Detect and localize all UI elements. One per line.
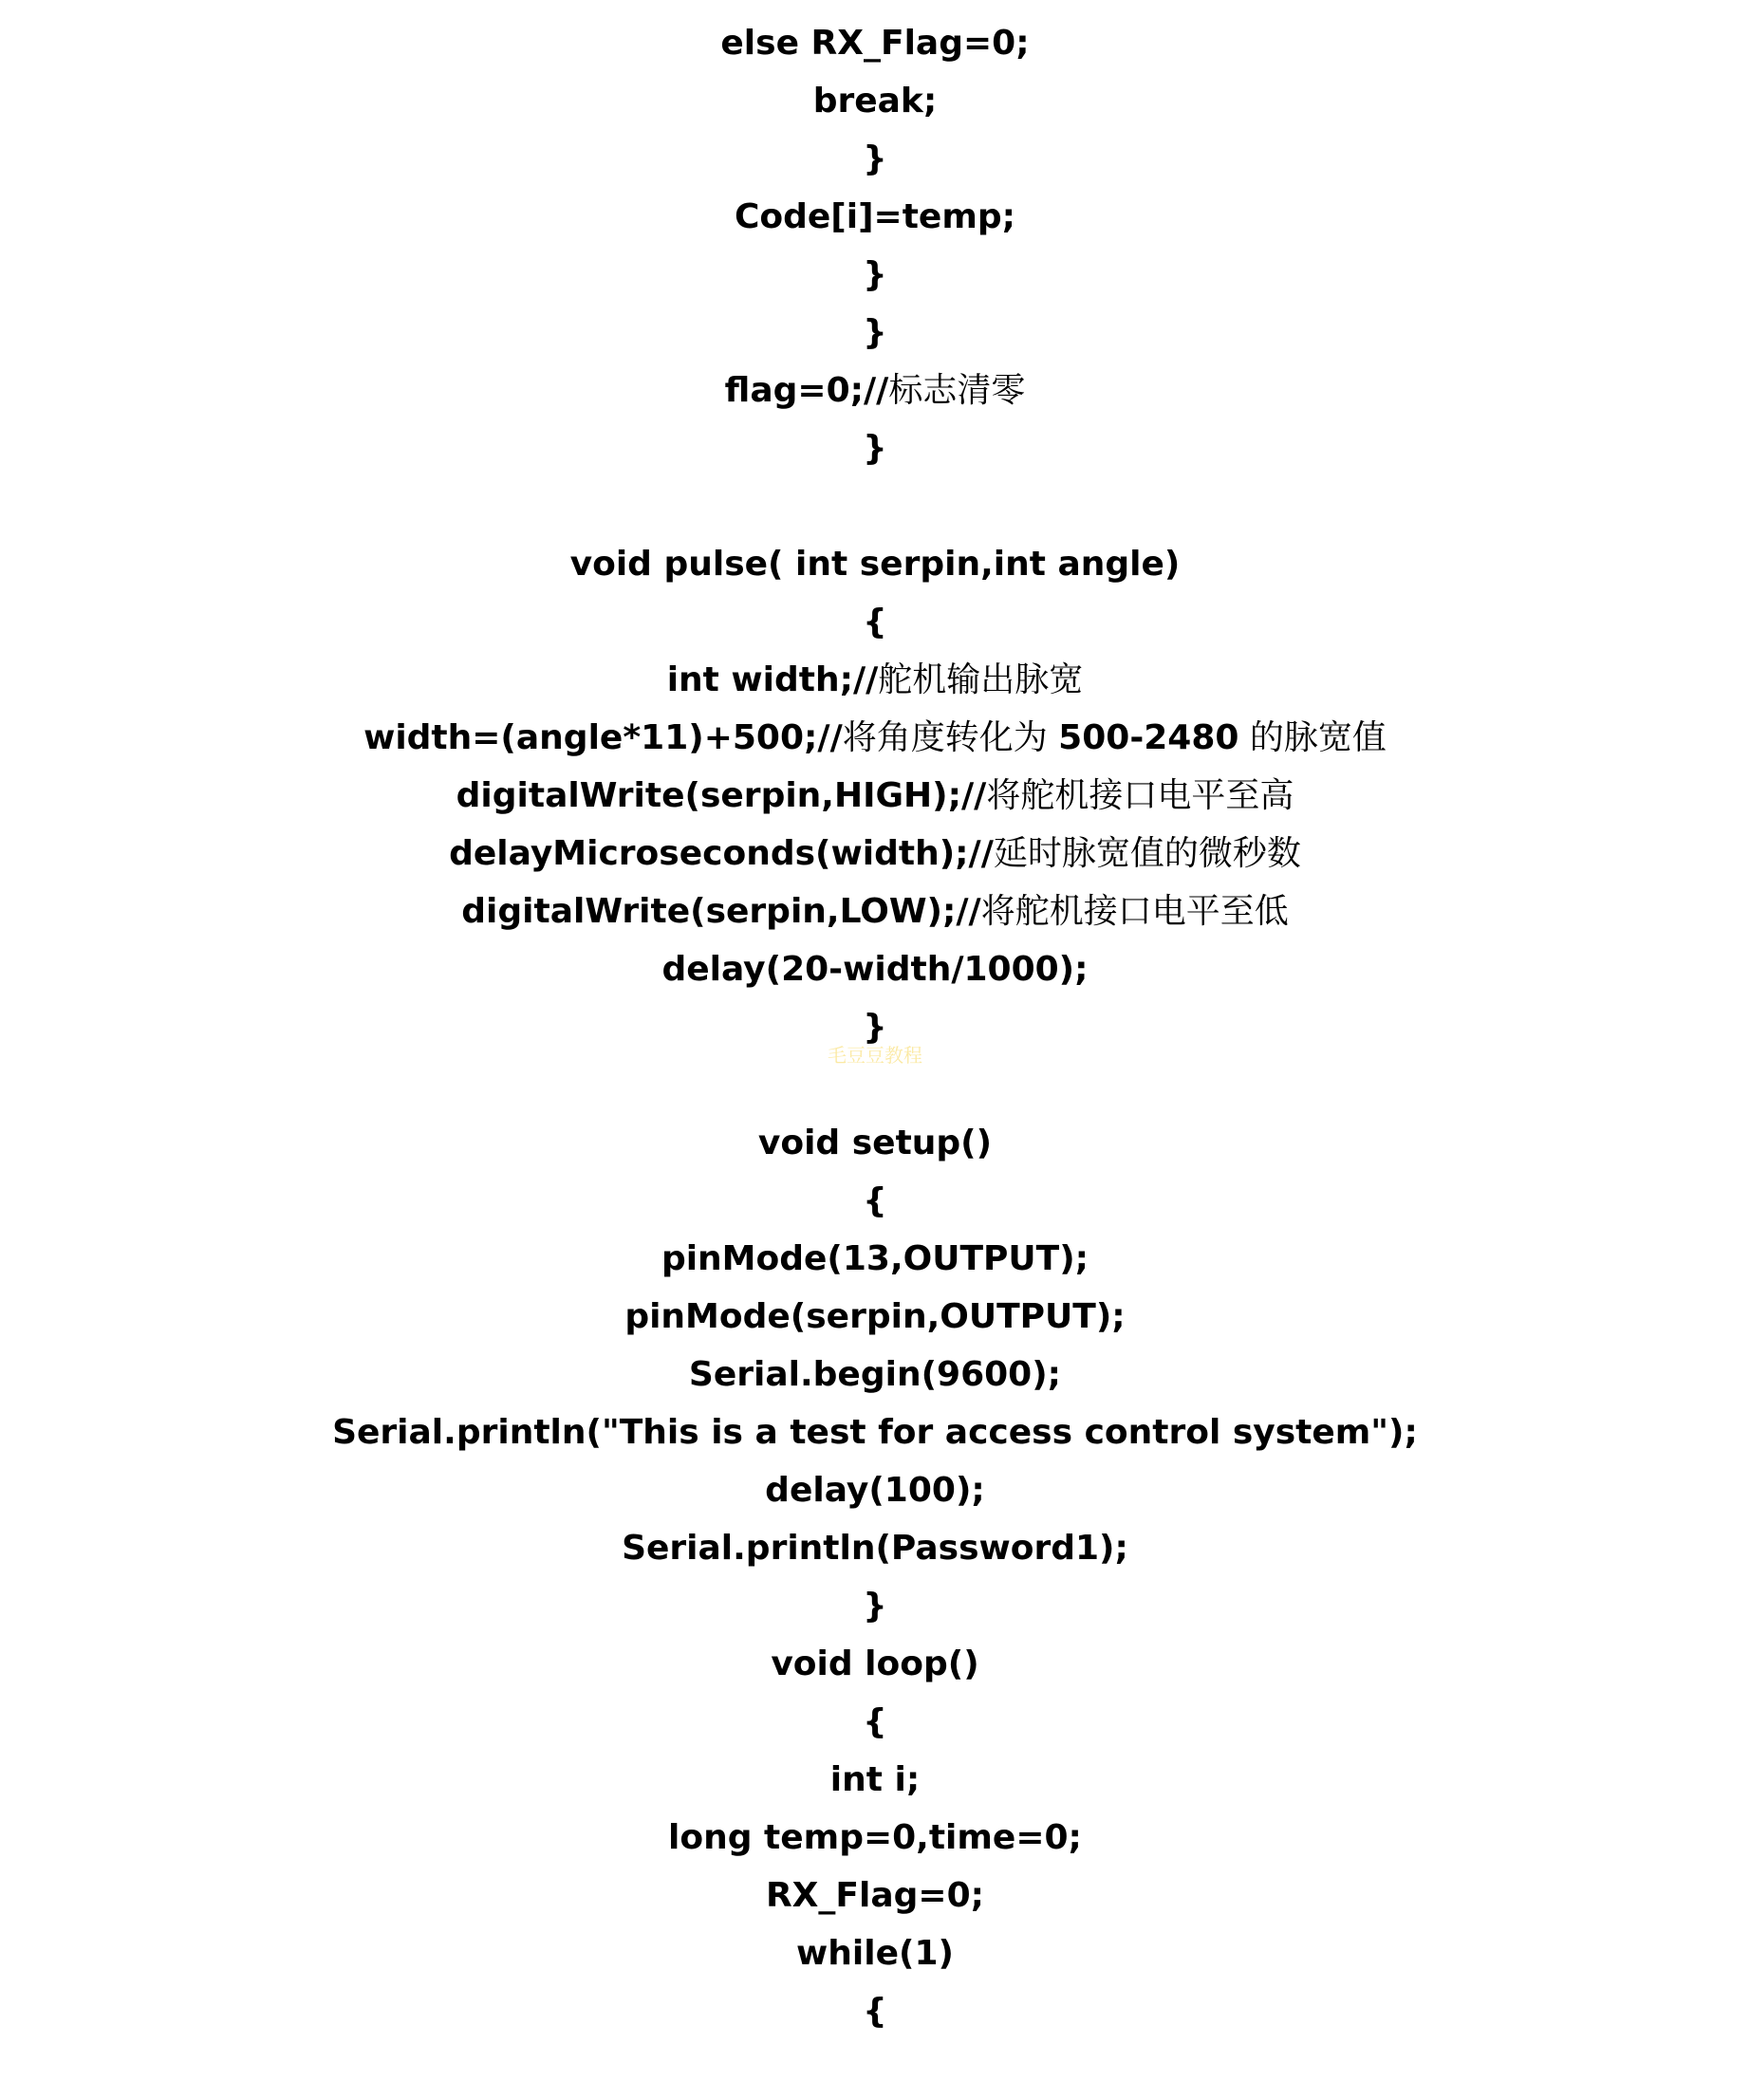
code-text: digitalWrite(serpin,LOW);//	[461, 892, 981, 931]
code-text: }	[863, 255, 887, 294]
code-comment: 将角度转化为	[842, 718, 1059, 757]
code-text: {	[863, 1702, 887, 1741]
code-line	[0, 775, 1750, 817]
code-line	[0, 254, 1750, 296]
code-line	[0, 1933, 1750, 1975]
code-text: while(1)	[796, 1934, 954, 1973]
code-text: 500-2480	[1058, 718, 1239, 757]
code-comment: 舵机输出脉宽	[878, 660, 1084, 699]
code-text: }	[863, 139, 887, 178]
code-line	[0, 1817, 1750, 1859]
code-line	[0, 81, 1750, 122]
code-text: RX_Flag=0;	[765, 1876, 985, 1915]
code-text: Serial.println("This is a test for access control system");	[332, 1413, 1418, 1452]
code-line	[0, 833, 1750, 875]
code-text: int width;//	[666, 660, 879, 699]
code-text: pinMode(serpin,OUTPUT);	[624, 1297, 1126, 1336]
code-line	[0, 717, 1750, 759]
code-text: void loop()	[771, 1645, 979, 1683]
code-line	[0, 1123, 1750, 1164]
code-text: }	[863, 313, 887, 352]
code-text: long temp=0,time=0;	[668, 1818, 1082, 1857]
code-line	[0, 1991, 1750, 2033]
code-text: void pulse( int serpin,int angle)	[569, 545, 1181, 584]
code-line	[0, 660, 1750, 701]
code-text: {	[863, 1992, 887, 2031]
code-text: Serial.begin(9600);	[688, 1355, 1062, 1394]
code-text: int i;	[829, 1760, 921, 1799]
code-text: }	[863, 1008, 887, 1047]
code-text: void setup()	[757, 1124, 993, 1162]
code-line	[0, 1296, 1750, 1338]
code-line	[0, 1238, 1750, 1280]
code-text: {	[863, 603, 887, 641]
code-line	[0, 544, 1750, 585]
code-comment: 标志清零	[888, 371, 1026, 410]
code-line	[0, 1354, 1750, 1396]
code-line	[0, 1528, 1750, 1570]
code-line	[0, 1644, 1750, 1685]
code-line	[0, 428, 1750, 470]
code-text: flag=0;//	[724, 371, 889, 410]
code-line	[0, 370, 1750, 412]
code-comment: 的脉宽值	[1238, 718, 1387, 757]
code-line	[0, 1180, 1750, 1222]
code-text: delay(100);	[765, 1471, 985, 1510]
code-text: delayMicroseconds(width);//	[449, 834, 994, 873]
code-line	[0, 602, 1750, 643]
code-comment: 延时脉宽值的微秒数	[993, 834, 1301, 873]
code-text: Serial.println(Password1);	[622, 1529, 1128, 1568]
code-text: width=(angle*11)+500;//	[363, 718, 843, 757]
code-line	[0, 949, 1750, 991]
watermark: 毛豆豆教程	[828, 1044, 922, 1067]
code-line	[0, 1759, 1750, 1801]
code-comment: 将舵机接口电平至低	[980, 892, 1289, 931]
code-line	[0, 1412, 1750, 1454]
code-text: }	[863, 1587, 887, 1626]
code-comment: 将舵机接口电平至高	[986, 776, 1294, 815]
code-text: else RX_Flag=0;	[720, 24, 1030, 63]
code-text: break;	[812, 82, 938, 121]
code-line	[0, 1875, 1750, 1917]
code-line	[0, 139, 1750, 180]
code-line	[0, 23, 1750, 65]
code-text: Code[i]=temp;	[734, 197, 1016, 236]
code-text: }	[863, 429, 887, 468]
code-text: digitalWrite(serpin,HIGH);//	[456, 776, 987, 815]
code-text: delay(20-width/1000);	[661, 950, 1089, 989]
code-text: {	[863, 1181, 887, 1220]
code-text: pinMode(13,OUTPUT);	[661, 1239, 1089, 1278]
code-line	[0, 1701, 1750, 1743]
code-line	[0, 312, 1750, 354]
code-line	[0, 1007, 1750, 1049]
code-line	[0, 196, 1750, 238]
code-line	[0, 1586, 1750, 1627]
code-line	[0, 1470, 1750, 1512]
code-line	[0, 891, 1750, 933]
